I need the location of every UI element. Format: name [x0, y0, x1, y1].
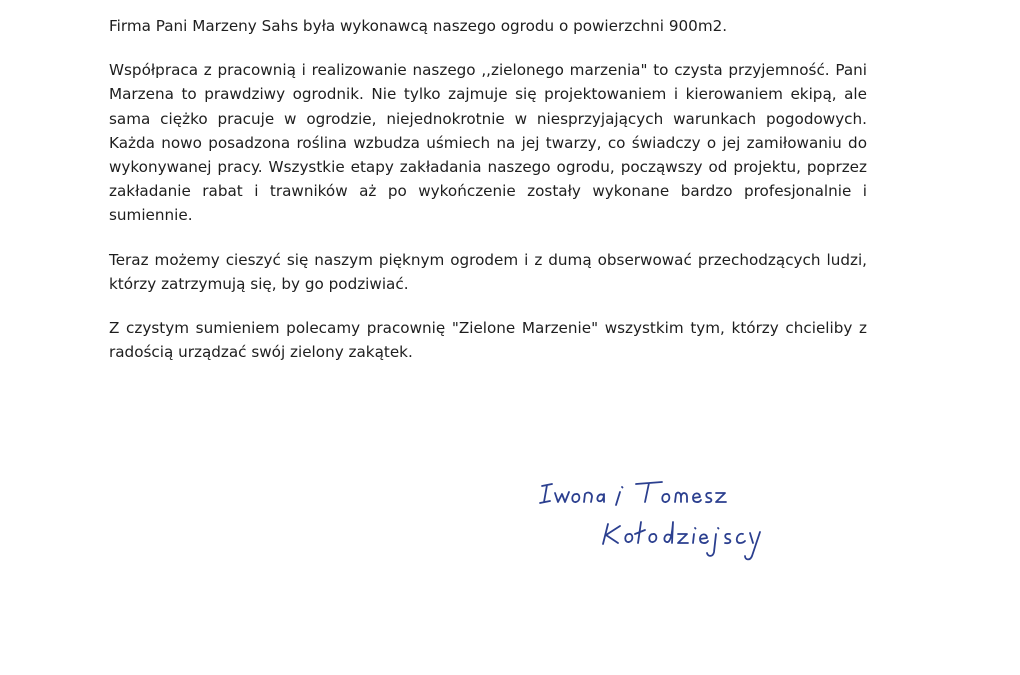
paragraph-garden-enjoyment: Teraz możemy cieszyć się naszym pięknym ogrodem i z dumą obserwować przechodzących ludzi, którzy zatrzymują się, by go podziwiać. — [109, 250, 867, 293]
paragraph-recommendation: Z czystym sumieniem polecamy pracownię "Zielone Marzenie" wszystkim tym, którzy chcieliby z radością urządzać swój zielony zakątek. — [109, 319, 867, 362]
signature-line-2 — [603, 522, 760, 559]
paragraph-intro: Firma Pani Marzeny Sahs była wykonawcą naszego ogrodu o powierzchni 900m2. — [109, 17, 728, 35]
signature-line-1 — [540, 482, 726, 505]
handwritten-signature — [538, 472, 798, 582]
letter-body — [109, 14, 867, 384]
signature-image — [538, 472, 798, 582]
paragraph-cooperation: Współpraca z pracownią i realizowanie naszego ,,zielonego marzenia" to czysta przyjemność. Pani Marzena to prawdziwy ogrodnik. Nie tylko zajmuje się projektowaniem i kierowaniem ekipą, ale sama ciężko pracuje w ogrodzie, niejednokrotnie w niesprzyjających warunkach pogodowych. Każda nowo posadzona roślina wzbudza uśmiech na jej twarzy, co świadczy o jej zamiłowaniu do wykonywanej pracy. Wszystkie etapy zakładania naszego ogrodu, począwszy od projektu, poprzez zakładanie rabat i trawników aż po wykończenie zostały wykonane bardzo profesjonalnie i sumiennie. — [109, 61, 867, 225]
